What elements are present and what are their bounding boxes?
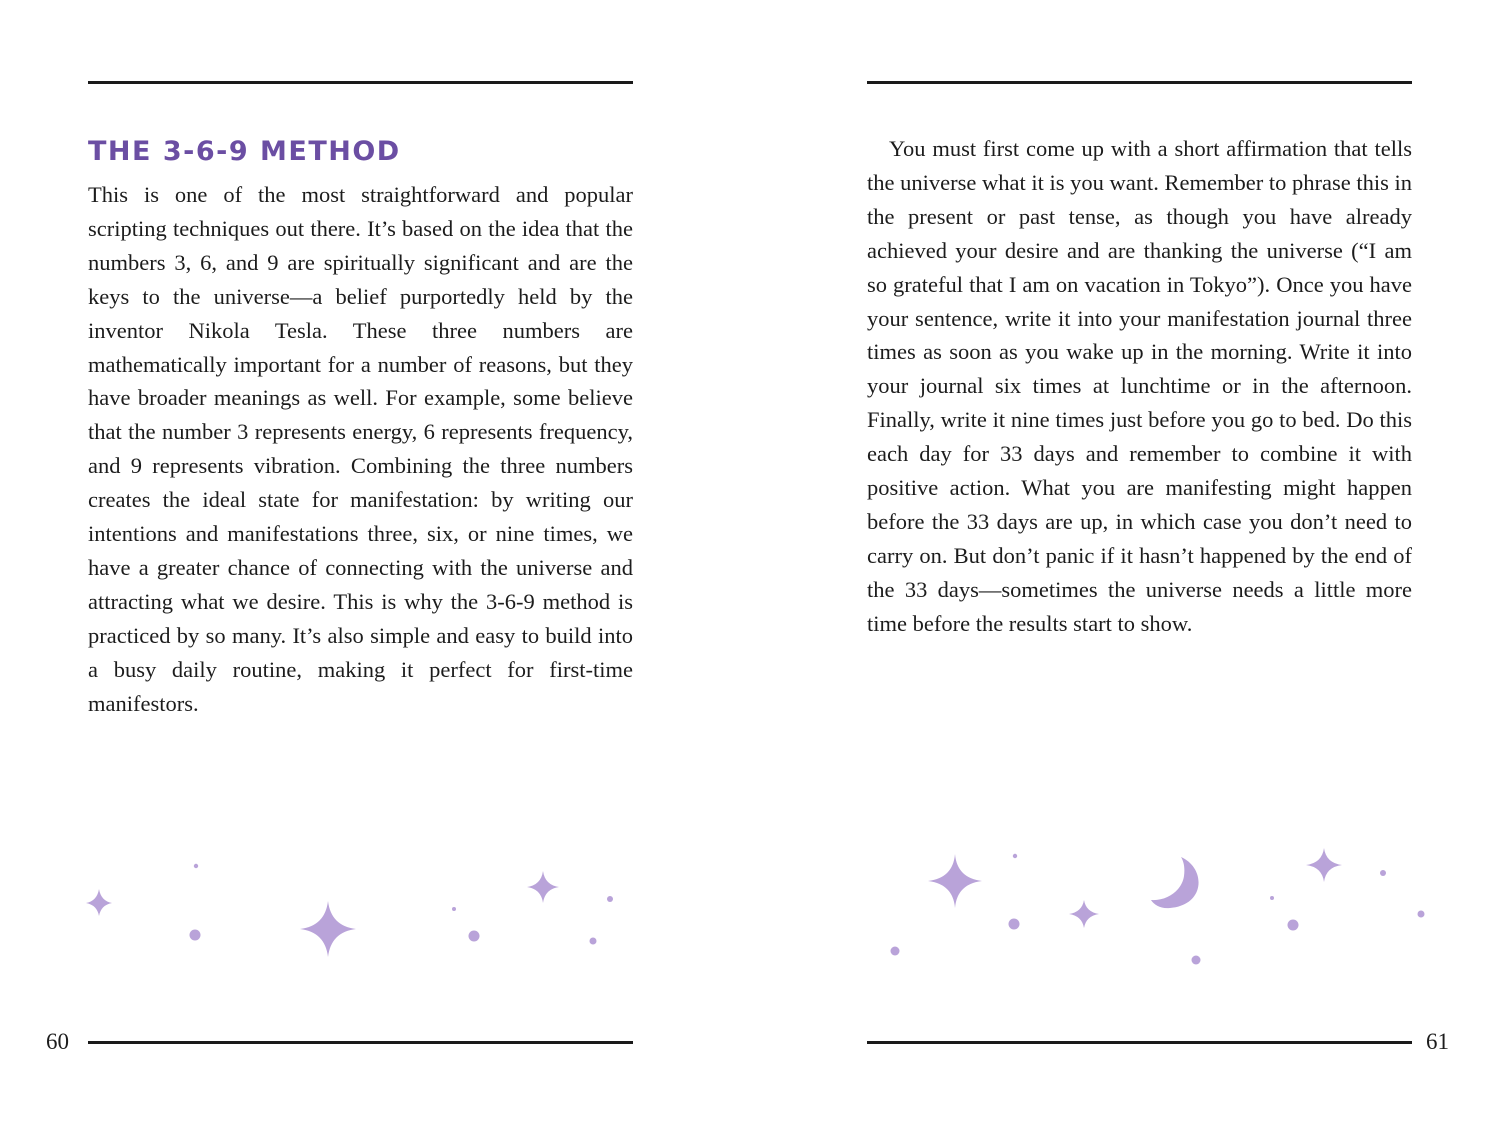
- sparkle-icon: [86, 889, 112, 916]
- body-paragraph: This is one of the most straightforward and popular scripting techniques out there. It’s based on the idea that the numbers 3, 6, and 9 are spiritually significant and are the keys to the universe—a belief purportedly held by the inventor Nikola Tesla. These three numbers are mathematically important for a number of reasons, but they have broader meanings as well. For example, some believe that the number 3 represents energy, 6 represents frequency, and 9 represents vibration. Combining the three numbers creates the ideal state for manifestation: by writing our intentions and manifestations three, six, or nine times, we have a greater chance of connecting with the universe and attracting what we desire. This is why the 3-6-9 method is practiced by so many. It’s also simple and easy to build into a busy daily routine, making it perfect for first-time manifestors.: [88, 182, 633, 716]
- dot-icon: [1418, 911, 1425, 918]
- dot-icon: [194, 864, 198, 868]
- dot-icon: [469, 931, 480, 942]
- dot-icon: [1288, 920, 1299, 931]
- page-number: 60: [46, 1029, 69, 1054]
- dot-icon: [590, 938, 597, 945]
- dot-icon: [1009, 919, 1020, 930]
- bottom-rule: [867, 1041, 1412, 1044]
- dot-icon: [607, 896, 613, 902]
- dot-icon: [1013, 854, 1017, 858]
- sparkle-icon: [527, 871, 559, 903]
- dot-icon: [1270, 896, 1274, 900]
- sparkle-icon: [1069, 900, 1099, 928]
- dot-icon: [891, 947, 900, 956]
- sparkle-icon: [1306, 848, 1342, 882]
- bottom-rule: [88, 1041, 633, 1044]
- sparkle-icon: [300, 901, 356, 957]
- dot-icon: [1380, 870, 1386, 876]
- sparkle-icon: [928, 854, 982, 908]
- crescent-moon-icon: [1151, 857, 1199, 908]
- section-heading: THE 3-6-9 METHOD: [88, 136, 401, 167]
- body-paragraph: You must first come up with a short affirmation that tells the universe what it is you want. Remember to phrase this in the present or past tense, as though you have already achieved your desire and are thanking the universe (“I am so grateful that I am on vacation in Tokyo”). Once you have your sentence, write it into your manifestation journal three times as soon as you wake up in the morning. Write it into your journal six times at lunchtime or in the afternoon. Finally, write it nine times just before you go to bed. Do this each day for 33 days and remember to combine it with positive action. What you are manifesting might happen before the 33 days are up, in which case you don’t need to carry on. But don’t panic if it hasn’t happened by the end of the 33 days—sometimes the universe needs a little more time before the results start to show.: [867, 136, 1412, 636]
- dot-icon: [452, 907, 456, 911]
- page-number: 61: [1426, 1029, 1449, 1054]
- top-rule: [88, 81, 633, 84]
- dot-icon: [1192, 956, 1201, 965]
- top-rule: [867, 81, 1412, 84]
- dot-icon: [190, 930, 201, 941]
- right-page: [750, 0, 1500, 1125]
